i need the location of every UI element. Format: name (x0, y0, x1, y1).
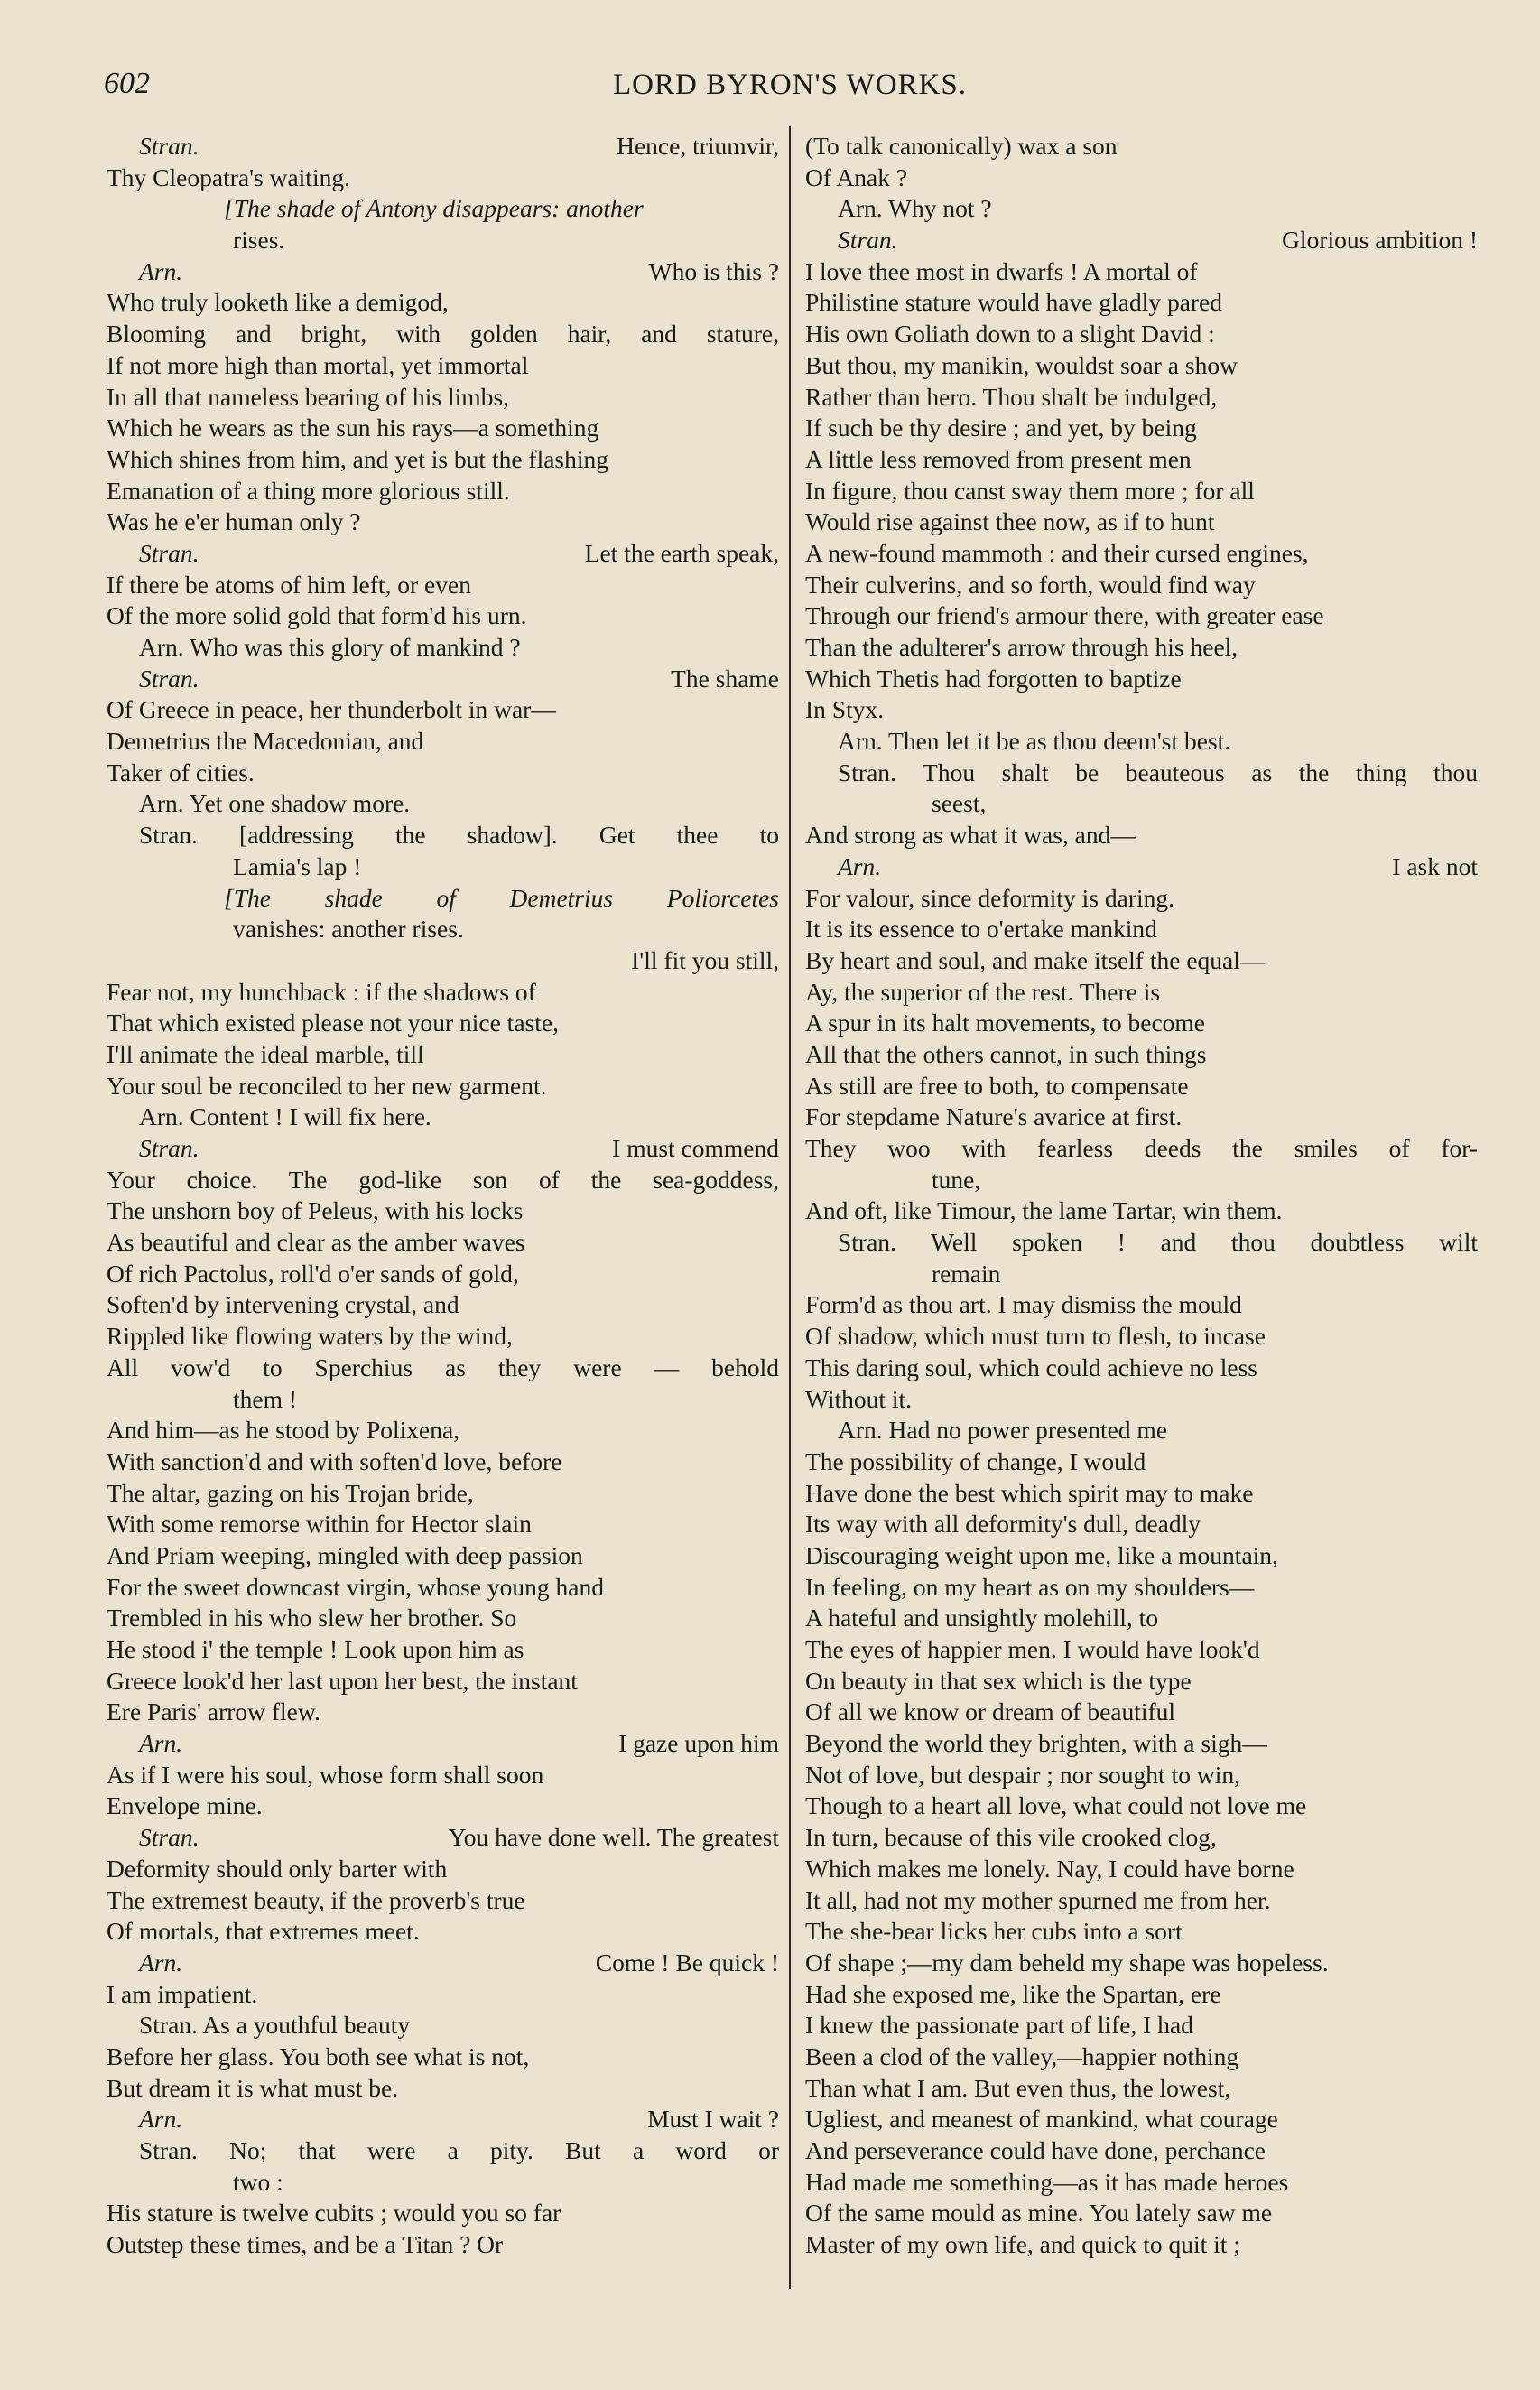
text-line: Of the more solid gold that form'd his urn. (107, 601, 527, 630)
text-line: By heart and soul, and make itself the equal— (805, 945, 1266, 974)
text-line: Though to a heart all love, what could not love me (805, 1791, 1307, 1820)
text-line (107, 256, 779, 288)
text-line: In feeling, on my heart as on my shoulders— (805, 1572, 1255, 1601)
text-line: His stature is twelve cubits ; would you so far (107, 2199, 561, 2227)
text-line: Greece look'd her last upon her best, the instant (107, 1666, 578, 1695)
text-line: Stran. [addressing the shadow]. Get thee to (139, 821, 779, 850)
text-line: I'll fit you still, (631, 945, 779, 974)
text-line: And Priam weeping, mingled with deep passion (107, 1540, 583, 1569)
text-line: them ! (233, 1384, 298, 1413)
text-line: As if I were his soul, whose form shall soon (107, 1760, 544, 1789)
text-line: I love thee most in dwarfs ! A mortal of (805, 256, 1198, 285)
text-line: A little less removed from present men (805, 444, 1192, 473)
text-line: Ere Paris' arrow flew. (107, 1697, 320, 1726)
text-line: As beautiful and clear as the amber waves (107, 1228, 525, 1257)
text-line: remain (932, 1259, 1001, 1288)
text-line: On beauty in that sex which is the type (805, 1666, 1192, 1695)
text-line: All that the others cannot, in such things (805, 1039, 1207, 1068)
text-line: Arn. Then let it be as thou deem'st best. (838, 727, 1231, 756)
text-line: In all that nameless bearing of his limbs, (107, 382, 510, 411)
text-line (107, 2104, 779, 2135)
speaker-name: Stran. (139, 1134, 199, 1162)
text-line: Trembled in his who slew her brother. So (107, 1604, 517, 1632)
speaker-name: Stran. (139, 1823, 199, 1852)
text-line: If not more high than mortal, yet immortal (107, 350, 529, 379)
speech-text: I gaze upon him (618, 1729, 779, 1758)
text-line: Would rise against thee now, as if to hunt (805, 507, 1215, 536)
text-line: Have done the best which spirit may to make (805, 1478, 1254, 1507)
text-line: But thou, my manikin, wouldst soar a show (805, 350, 1238, 379)
text-line: Fear not, my hunchback : if the shadows of (107, 977, 536, 1006)
text-line: Without it. (805, 1384, 913, 1413)
text-line: Emanation of a thing more glorious still. (107, 476, 510, 505)
text-line: And him—as he stood by Polixena, (107, 1416, 460, 1445)
text-line: For the sweet downcast virgin, whose young hand (107, 1572, 604, 1601)
speech-text: Come ! Be quick ! (595, 1948, 779, 1976)
text-line: If such be thy desire ; and yet, by being (805, 414, 1197, 442)
text-line: Deformity should only barter with (107, 1854, 448, 1883)
speaker-name: Stran. (139, 538, 199, 567)
speaker-name: Stran. (139, 132, 199, 160)
text-line: Had made me something—as it has made heroes (805, 2167, 1289, 2196)
text-line: Which shines from him, and yet is but the flashing (107, 444, 609, 473)
text-line: Ay, the superior of the rest. There is (805, 977, 1161, 1006)
text-line: All vow'd to Sperchius as they were — behold (107, 1353, 779, 1381)
text-line: Who truly looketh like a demigod, (107, 288, 449, 317)
text-line: Stran. No; that were a pity. But a word or (139, 2136, 779, 2164)
text-line: tune, (932, 1165, 981, 1194)
speaker-name: Stran. (838, 226, 898, 255)
text-line: It is its essence to o'ertake mankind (805, 915, 1157, 944)
text-line: Form'd as thou art. I may dismiss the mould (805, 1290, 1242, 1319)
text-line: And perseverance could have done, perchance (805, 2136, 1266, 2164)
text-line: Soften'd by intervening crystal, and (107, 1290, 459, 1319)
text-line: Taker of cities. (107, 758, 255, 786)
text-line: rises. (233, 226, 285, 255)
text-line: Than the adulterer's arrow through his heel, (805, 633, 1238, 661)
speech-text: I ask not (1392, 851, 1478, 880)
text-line: As still are free to both, to compensate (805, 1071, 1189, 1100)
speech-text: Who is this ? (648, 256, 779, 285)
text-line: Rather than hero. Thou shalt be indulged, (805, 382, 1218, 411)
text-line: (To talk canonically) wax a son (805, 132, 1118, 160)
text-line: two : (233, 2167, 283, 2196)
text-line: A spur in its halt movements, to become (805, 1009, 1205, 1037)
text-line: Lamia's lap ! (233, 851, 362, 880)
left-column (107, 131, 779, 2261)
text-line: Been a clod of the valley,—happier nothing (805, 2041, 1239, 2070)
text-line: This daring soul, which could achieve no less (805, 1353, 1258, 1381)
speaker-name: Arn. (139, 1729, 183, 1758)
text-line: But dream it is what must be. (107, 2073, 399, 2102)
speech-text: The shame (671, 664, 779, 693)
speech-text: Must I wait ? (647, 2105, 779, 2134)
text-line: Beyond the world they brighten, with a sigh— (805, 1729, 1267, 1758)
text-line: For valour, since deformity is daring. (805, 883, 1175, 912)
text-line: Arn. Had no power presented me (838, 1416, 1168, 1445)
text-line: Through our friend's armour there, with greater ease (805, 601, 1324, 630)
speech-text: You have done well. The greatest (448, 1823, 779, 1852)
text-line: In turn, because of this vile crooked clog, (805, 1823, 1217, 1852)
speaker-name: Stran. (139, 664, 199, 693)
text-line: I am impatient. (107, 1979, 258, 2008)
text-line: Your soul be reconciled to her new garment. (107, 1071, 547, 1100)
text-line: seest, (932, 789, 987, 818)
text-line: Before her glass. You both see what is not, (107, 2041, 530, 2070)
text-line: Ugliest, and meanest of mankind, what courage (805, 2105, 1278, 2134)
text-line: Thy Cleopatra's waiting. (107, 163, 350, 191)
speaker-name: Arn. (139, 2105, 183, 2134)
text-line: Of shape ;—my dam beheld my shape was hopeless. (805, 1948, 1329, 1976)
text-line: Philistine stature would have gladly pared (805, 288, 1223, 317)
text-line: Was he e'er human only ? (107, 507, 361, 536)
speaker-name: Arn. (139, 256, 183, 285)
page-number: 602 (104, 67, 150, 100)
text-line: Which Thetis had forgotten to baptize (805, 664, 1182, 693)
text-line: Than what I am. But even thus, the lowest, (805, 2073, 1231, 2102)
text-line: In Styx. (805, 695, 885, 724)
text-line: With some remorse within for Hector slain (107, 1510, 532, 1539)
text-line: Master of my own life, and quick to quit it ; (805, 2230, 1240, 2259)
text-line: Arn. Yet one shadow more. (139, 789, 411, 818)
text-line (805, 851, 1478, 883)
text-line: A new-found mammoth : and their cursed engines, (805, 538, 1309, 567)
text-line (107, 1948, 779, 1979)
text-line: The she-bear licks her cubs into a sort (805, 1917, 1183, 1946)
text-line: The unshorn boy of Peleus, with his locks (107, 1196, 524, 1225)
text-line: With sanction'd and with soften'd love, before (107, 1446, 562, 1475)
speech-text: Hence, triumvir, (617, 132, 779, 160)
text-line: In figure, thou canst sway them more ; for all (805, 476, 1255, 505)
text-line (107, 131, 779, 163)
text-line: Of all we know or dream of beautiful (805, 1697, 1176, 1726)
text-line: For stepdame Nature's avarice at first. (805, 1102, 1183, 1131)
text-line: They woo with fearless deeds the smiles of for- (805, 1134, 1478, 1162)
text-line: Of Anak ? (805, 163, 908, 191)
speech-text: I must commend (612, 1134, 779, 1162)
text-line: Its way with all deformity's dull, deadly (805, 1510, 1201, 1539)
text-line: Arn. Who was this glory of mankind ? (139, 633, 521, 661)
text-line: Not of love, but despair ; nor sought to win, (805, 1760, 1240, 1789)
text-line: Of Greece in peace, her thunderbolt in war— (107, 695, 556, 724)
text-line: He stood i' the temple ! Look upon him as (107, 1635, 524, 1663)
text-line: Of mortals, that extremes meet. (107, 1917, 420, 1946)
text-line: If there be atoms of him left, or even (107, 570, 471, 599)
text-line: Your choice. The god-like son of the sea-goddess, (107, 1165, 779, 1194)
text-line: Which he wears as the sun his rays—a something (107, 414, 599, 442)
text-line: I knew the passionate part of life, I had (805, 2011, 1193, 2040)
text-line: Demetrius the Macedonian, and (107, 727, 424, 756)
speech-text: Glorious ambition ! (1282, 226, 1478, 255)
text-line: It all, had not my mother spurned me from her. (805, 1885, 1271, 1914)
text-line: Had she exposed me, like the Spartan, ere (805, 1979, 1221, 2008)
text-line: Which makes me lonely. Nay, I could have borne (805, 1854, 1294, 1883)
text-line: And strong as what it was, and— (805, 821, 1136, 850)
text-line (107, 1822, 779, 1854)
text-line (107, 664, 779, 695)
text-line: The eyes of happier men. I would have look'd (805, 1635, 1260, 1663)
text-line: Arn. Content ! I will fix here. (139, 1102, 431, 1131)
speech-text: Let the earth speak, (584, 538, 779, 567)
text-line (107, 1728, 779, 1760)
speaker-name: Arn. (139, 1948, 183, 1976)
text-line: His own Goliath down to a slight David : (805, 320, 1215, 349)
text-line: [The shade of Demetrius Poliorcetes (224, 883, 779, 912)
text-line: Stran. Well spoken ! and thou doubtless wilt (838, 1228, 1478, 1257)
speaker-name: Arn. (838, 851, 882, 880)
text-line: Their culverins, and so forth, would find way (805, 570, 1256, 599)
text-line: A hateful and unsightly molehill, to (805, 1604, 1159, 1632)
text-line: Outstep these times, and be a Titan ? Or (107, 2230, 504, 2259)
text-line: vanishes: another rises. (233, 915, 464, 944)
text-line: Envelope mine. (107, 1791, 263, 1820)
right-column (805, 131, 1478, 2261)
text-line (805, 225, 1478, 256)
text-line (107, 1133, 779, 1165)
text-line: Blooming and bright, with golden hair, and stature, (107, 320, 779, 349)
text-line: Of rich Pactolus, roll'd o'er sands of gold, (107, 1259, 519, 1288)
text-line: Arn. Why not ? (838, 194, 992, 223)
text-line: The possibility of change, I would (805, 1446, 1146, 1475)
column-rule (789, 126, 791, 2289)
text-line (107, 538, 779, 570)
text-line: And oft, like Timour, the lame Tartar, win them. (805, 1196, 1283, 1225)
page-header (104, 67, 1476, 112)
text-line: I'll animate the ideal marble, till (107, 1039, 424, 1068)
text-line: Stran. Thou shalt be beauteous as the thing thou (838, 758, 1478, 786)
text-line: The altar, gazing on his Trojan bride, (107, 1478, 474, 1507)
text-line: Stran. As a youthful beauty (139, 2011, 411, 2040)
running-title: LORD BYRON'S WORKS. (613, 69, 967, 101)
text-line: Discouraging weight upon me, like a mountain, (805, 1540, 1278, 1569)
text-line: Rippled like flowing waters by the wind, (107, 1322, 513, 1351)
text-line: The extremest beauty, if the proverb's true (107, 1885, 525, 1914)
text-line: Of shadow, which must turn to flesh, to incase (805, 1322, 1266, 1351)
text-line: [The shade of Antony disappears: another (224, 194, 644, 223)
text-line: That which existed please not your nice taste, (107, 1009, 559, 1037)
text-line: Of the same mould as mine. You lately saw me (805, 2199, 1273, 2227)
